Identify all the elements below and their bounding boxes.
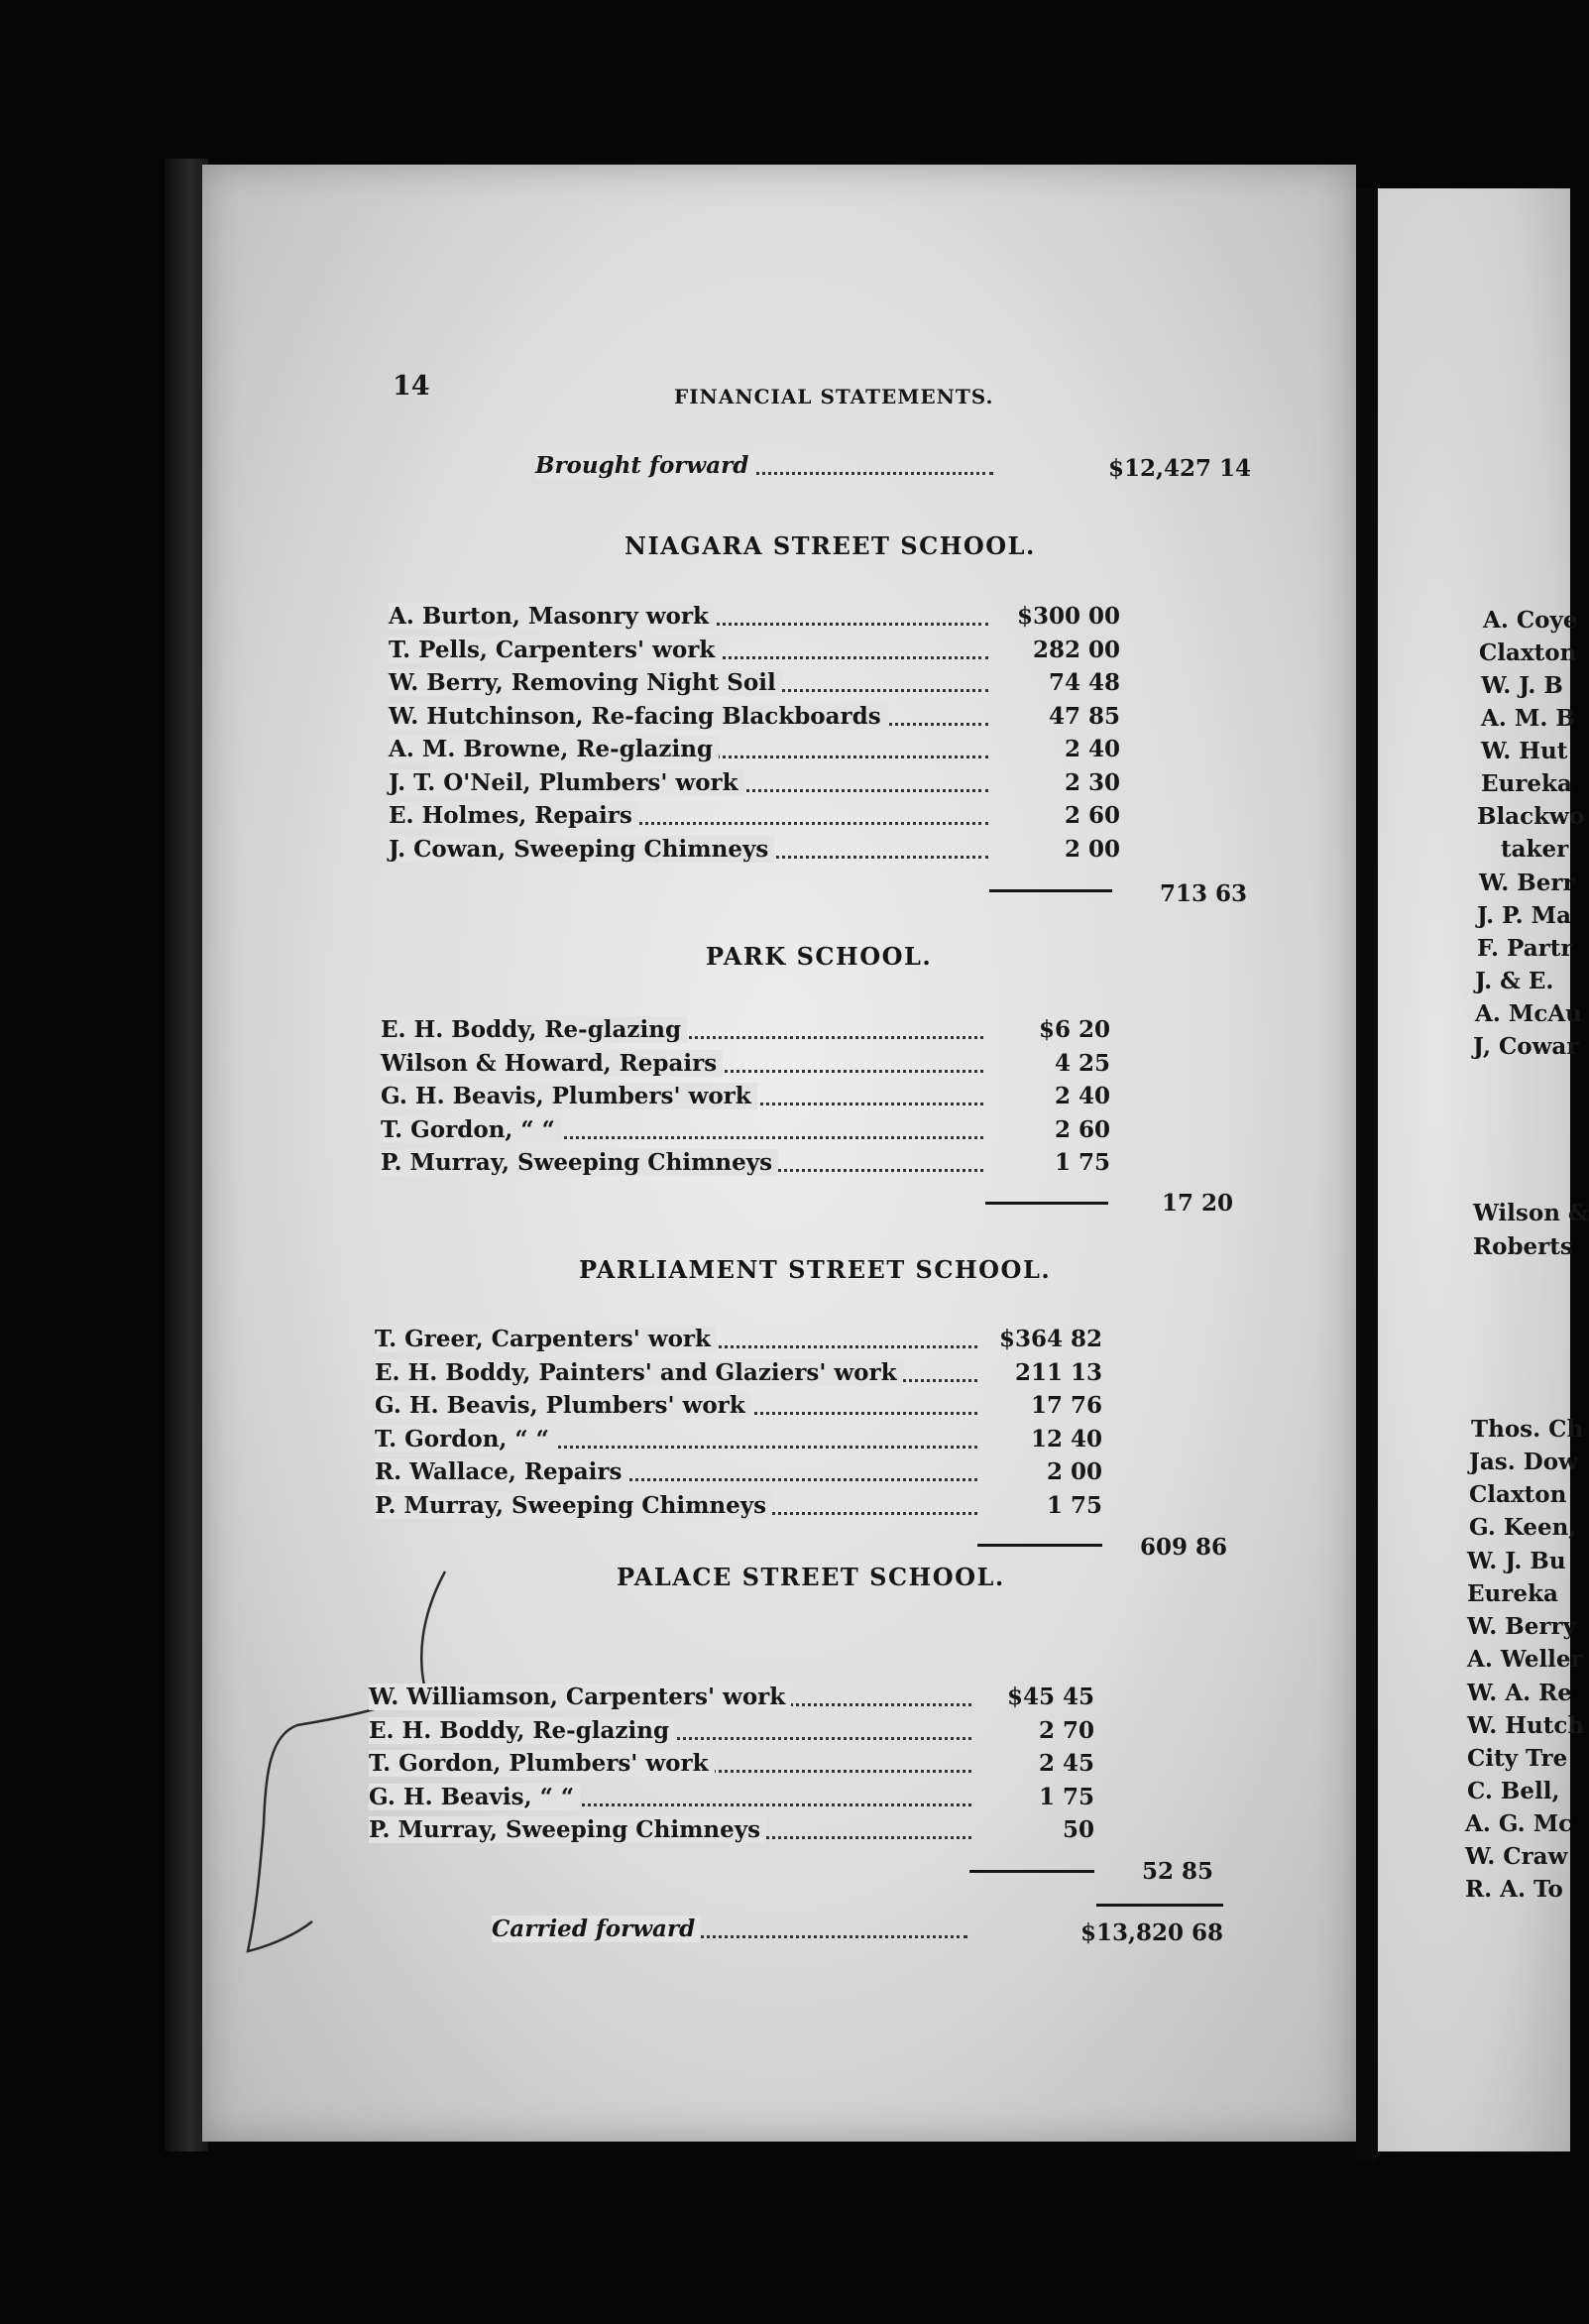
section-heading: PARLIAMENT STREET SCHOOL. [579, 1255, 1052, 1284]
facing-page-line: Blackwo [1477, 803, 1585, 830]
section-total: 713 63 [1160, 880, 1248, 907]
section-total: 609 86 [1140, 1534, 1228, 1561]
payee-description: A. Burton, Masonry work [389, 603, 715, 630]
payee-description: W. Hutchinson, Re-facing Blackboards [389, 703, 887, 730]
ledger-row [375, 1359, 977, 1389]
payee-description: G. H. Beavis, “ “ [369, 1784, 580, 1810]
brought-forward-amount: $12,427 14 [1107, 455, 1251, 482]
item-amount: 2 45 [1038, 1750, 1094, 1777]
facing-page-line: A. Coye [1483, 607, 1578, 634]
payee-description: E. H. Boddy, Re-glazing [369, 1717, 675, 1744]
facing-page-line: City Tre [1467, 1745, 1568, 1772]
facing-page-line: Eureka [1467, 1580, 1558, 1607]
payee-description: T. Gordon, “ “ [381, 1116, 561, 1143]
facing-page-line: W. Berr [1479, 870, 1575, 896]
facing-page-line: Jas. Dow [1469, 1449, 1578, 1475]
item-amount: 211 13 [1014, 1358, 1102, 1386]
payee-description: W. Williamson, Carpenters' work [369, 1684, 791, 1710]
section-heading: NIAGARA STREET SCHOOL. [624, 531, 1036, 560]
facing-page-line: Wilson & [1473, 1200, 1589, 1226]
payee-description: G. H. Beavis, Plumbers' work [375, 1392, 751, 1419]
payee-description: W. Berry, Removing Night Soil [389, 669, 782, 696]
item-amount: 2 30 [1064, 768, 1120, 796]
facing-page-line: J. P. Ma [1477, 902, 1571, 929]
item-amount: 2 40 [1064, 736, 1120, 762]
payee-description: R. Wallace, Repairs [375, 1458, 627, 1485]
carried-forward-label: Carried forward [492, 1916, 701, 1942]
item-amount: 2 00 [1064, 835, 1120, 863]
item-amount: $6 20 [1038, 1016, 1110, 1043]
facing-page-line: C. Bell, [1467, 1778, 1560, 1804]
item-amount: 2 60 [1064, 802, 1120, 829]
running-head: FINANCIAL STATEMENTS. [674, 385, 994, 408]
facing-page-line: W. Hut [1481, 738, 1568, 764]
item-amount: 47 85 [1048, 702, 1120, 730]
item-amount: 2 00 [1046, 1458, 1102, 1485]
facing-page-line: Roberts [1473, 1233, 1573, 1260]
item-amount: 12 40 [1030, 1425, 1102, 1452]
payee-description: P. Murray, Sweeping Chimneys [375, 1492, 772, 1519]
payee-description: Wilson & Howard, Repairs [381, 1050, 723, 1077]
payee-description: J. T. O'Neil, Plumbers' work [389, 769, 744, 796]
facing-page-line: W. Craw [1465, 1843, 1568, 1870]
payee-description: T. Greer, Carpenters' work [375, 1326, 717, 1352]
facing-page-line: taker [1501, 836, 1569, 863]
item-amount: 74 48 [1048, 669, 1120, 696]
item-amount: $364 82 [998, 1326, 1102, 1352]
payee-description: G. H. Beavis, Plumbers' work [381, 1083, 757, 1109]
facing-page-line: Claxton [1479, 639, 1577, 666]
section-total: 52 85 [1141, 1858, 1213, 1885]
section-heading: PALACE STREET SCHOOL. [617, 1563, 1005, 1591]
facing-page-line: A. Weller [1467, 1646, 1583, 1673]
payee-description: A. M. Browne, Re-glazing [389, 736, 719, 762]
item-amount: 4 25 [1054, 1049, 1110, 1077]
facing-page-line: R. A. To [1465, 1876, 1563, 1903]
payee-description: E. Holmes, Repairs [389, 802, 638, 829]
item-amount: 282 00 [1032, 636, 1120, 663]
facing-page-line: A. G. Mc [1465, 1810, 1573, 1837]
payee-description: T. Gordon, Plumbers' work [369, 1750, 715, 1777]
section-total: 17 20 [1161, 1190, 1233, 1217]
payee-description: E. H. Boddy, Re-glazing [381, 1016, 687, 1043]
item-amount: 1 75 [1038, 1783, 1094, 1810]
facing-page-line: F. Partr [1477, 935, 1573, 962]
item-amount: 17 76 [1030, 1392, 1102, 1419]
payee-description: T. Pells, Carpenters' work [389, 637, 721, 663]
facing-page-line: G. Keen, [1469, 1514, 1577, 1541]
payee-description: J. Cowan, Sweeping Chimneys [389, 836, 774, 863]
facing-page-line: W. Berry [1467, 1613, 1576, 1640]
facing-page-line: J. & E. [1475, 968, 1554, 994]
item-amount: 1 75 [1054, 1149, 1110, 1176]
carried-forward-amount: $13,820 68 [1079, 1919, 1223, 1946]
payee-description: T. Gordon, “ “ [375, 1426, 555, 1452]
facing-page-line: A. M. B [1481, 705, 1575, 732]
item-amount: $45 45 [1006, 1684, 1094, 1710]
item-amount: 2 60 [1054, 1115, 1110, 1143]
item-amount: 2 70 [1038, 1716, 1094, 1744]
payee-description: P. Murray, Sweeping Chimneys [381, 1149, 778, 1176]
facing-page-line: W. Hutch [1467, 1712, 1585, 1739]
item-amount: 1 75 [1046, 1491, 1102, 1519]
facing-page-line: J, Cowar [1473, 1033, 1579, 1060]
facing-page-line: Eureka [1481, 770, 1572, 797]
item-amount: 2 40 [1054, 1083, 1110, 1109]
brought-forward-label: Brought forward [535, 452, 754, 479]
item-amount: 50 [1062, 1816, 1094, 1843]
page-number: 14 [393, 371, 430, 402]
facing-page-line: W. A. Re [1467, 1680, 1572, 1706]
facing-page-line: W. J. Bu [1467, 1548, 1566, 1574]
facing-page-line: Thos. Ch [1471, 1416, 1584, 1443]
facing-page-line: A. McAu [1475, 1000, 1582, 1027]
item-amount: $300 00 [1016, 603, 1120, 630]
facing-page-line: W. J. B [1481, 672, 1563, 699]
facing-page-line: Claxton [1469, 1481, 1567, 1508]
payee-description: E. H. Boddy, Painters' and Glaziers' work [375, 1359, 903, 1386]
section-heading: PARK SCHOOL. [706, 942, 933, 971]
payee-description: P. Murray, Sweeping Chimneys [369, 1816, 766, 1843]
